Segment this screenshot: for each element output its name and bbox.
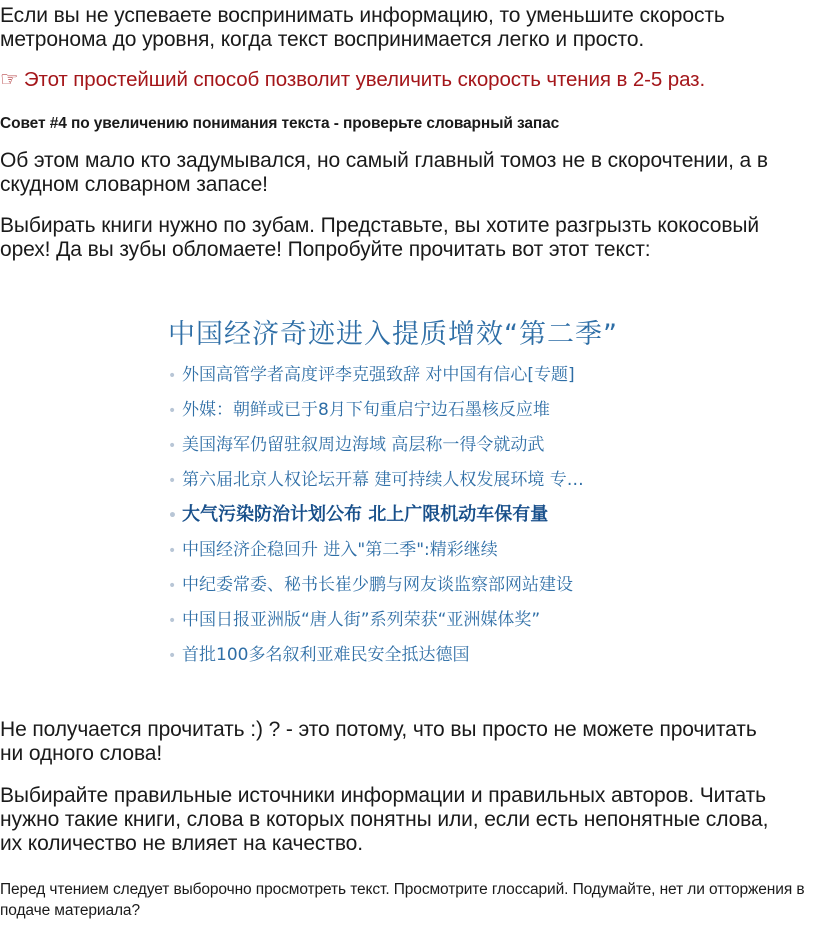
list-item: • 中纪委常委、秘书长崔少鹏与网友谈监察部网站建设: [168, 575, 573, 595]
list-item: • 大气污染防治计划公布 北上广限机动车保有量: [168, 504, 549, 525]
list-item: • 外国高管学者高度评李克强致辞 对中国有信心[专题]: [168, 365, 575, 385]
paragraph-vocabulary: Об этом мало кто задумывался, но самый главный томоз не в скорочтении, а в скудном словарном запасе!: [0, 149, 768, 196]
list-item: • 美国海军仍留驻叙周边海域 高层称一得令就动武: [168, 435, 545, 455]
list-item: • 外媒：朝鲜或已于8月下旬重启宁边石墨核反应堆: [168, 400, 550, 420]
paragraph-metronome: Если вы не успеваете воспринимать информацию, то уменьшите скорость метронома до уровня, когда текст воспринимается легко и просто.: [0, 4, 725, 51]
chinese-news-image: [168, 318, 668, 677]
section-heading: Совет #4 по увеличению понимания текста - проверьте словарный запас: [0, 115, 560, 132]
list-item: • 中国日报亚洲版“唐人街”系列荣获“亚洲媒体奖”: [168, 610, 541, 630]
list-item: • 中国经济企稳回升 进入"第二季":精彩继续: [168, 540, 498, 560]
chinese-news-title: 中国经济奇迹进入提质增效“第二季”: [168, 319, 618, 350]
list-item: • 第六届北京人权论坛开幕 建可持续人权发展环境 专…: [168, 470, 584, 490]
chinese-news-list: [168, 362, 668, 677]
paragraph-books: Выбирать книги нужно по зубам. Представьте, вы хотите разгрызть кокосовый орех! Да вы зубы обломаете! Попробуйте прочитать вот этот текст:: [0, 214, 760, 261]
paragraph-preview: Перед чтением следует выборочно просмотреть текст. Просмотрите глоссарий. Подумайте, нет ли отторжения в подаче материала?: [0, 881, 805, 919]
paragraph-cannot-read: Не получается прочитать :) ? - это потому, что вы просто не можете прочитать ни одного слова!: [0, 718, 757, 765]
highlight-tip: ☞ Этот простейший способ позволит увеличить скорость чтения в 2-5 раз.: [0, 68, 706, 91]
paragraph-sources: Выбирайте правильные источники информации и правильных авторов. Читать нужно такие книги, слова в которых понятны или, если есть непонятные слова, их количество не влияет на качество.: [0, 784, 769, 855]
list-item: • 首批100多名叙利亚难民安全抵达德国: [168, 645, 470, 665]
